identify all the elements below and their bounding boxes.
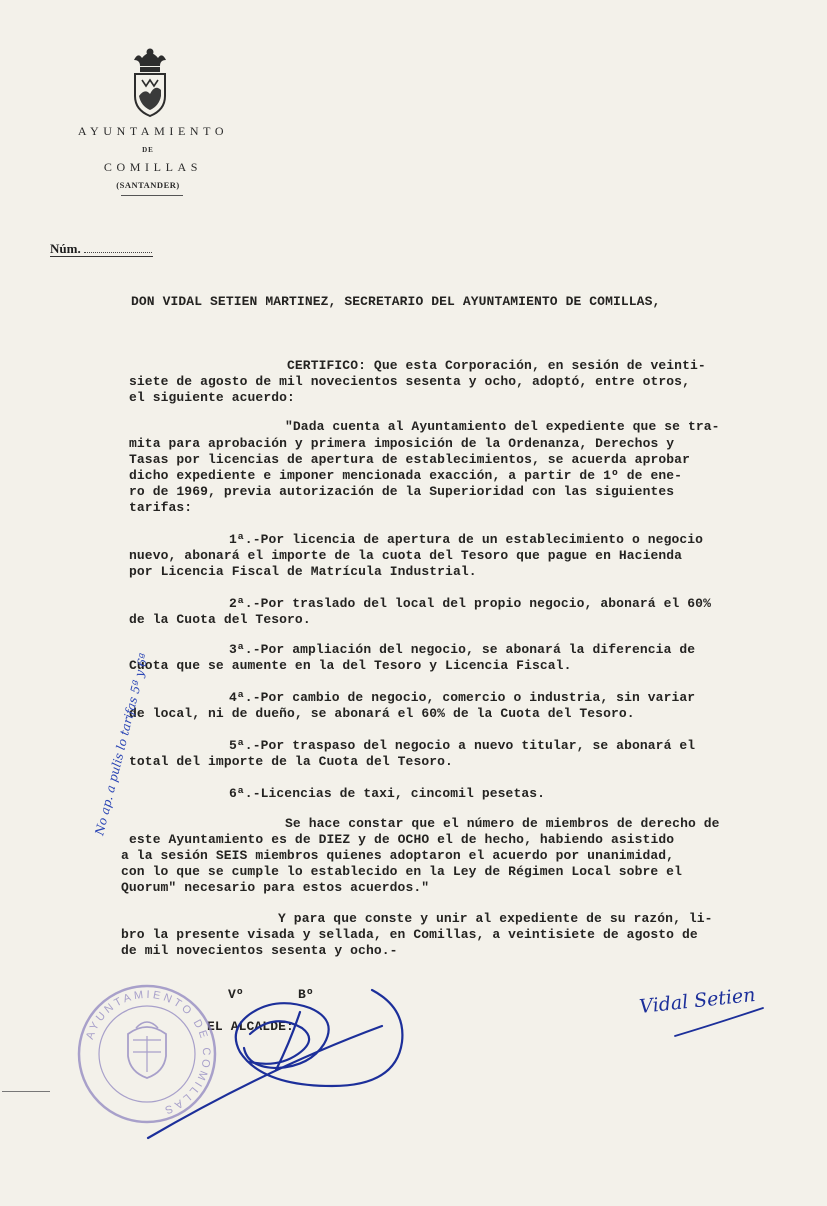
body-line: CERTIFICO: Que esta Corporación, en sesión de veinti- — [287, 358, 706, 373]
margin-note — [92, 651, 151, 837]
vo-bo-vo: Vº — [228, 987, 244, 1002]
alcalde-label: EL ALCALDE: — [207, 1019, 294, 1034]
body-line: ro de 1969, previa autorización de la Superioridad con las siguientes — [129, 484, 675, 499]
tariff-line: 5ª.-Por traspaso del negocio a nuevo titular, se abonará el — [229, 738, 696, 753]
body-line: siete de agosto de mil novecientos sesenta y ocho, adoptó, entre otros, — [129, 374, 690, 389]
tariff-line: Cuota que se aumente en la del Tesoro y Licencia Fiscal. — [129, 658, 572, 673]
tariff-line: 2ª.-Por traslado del local del propio negocio, abonará el 60% — [229, 596, 711, 611]
body-line: Y para que conste y unir al expediente de su razón, li- — [278, 911, 713, 926]
body-line: Quorum" necesario para estos acuerdos." — [121, 880, 430, 895]
tariff-line: total del importe de la Cuota del Tesoro. — [129, 754, 453, 769]
tariff-line: de la Cuota del Tesoro. — [129, 612, 311, 627]
secretary-signature-text: Vidal Setien — [638, 983, 757, 1018]
letterhead-de: DE — [142, 146, 154, 154]
tariff-line: 1ª.-Por licencia de apertura de un establecimiento o negocio — [229, 532, 704, 547]
secretary-signature — [638, 984, 763, 1036]
body-line: bro la presente visada y sellada, en Comillas, a veintisiete de agosto de — [121, 927, 698, 942]
body-line: este Ayuntamiento es de DIEZ y de OCHO el de hecho, habiendo asistido — [129, 832, 675, 847]
body-line: Tasas por licencias de apertura de establecimientos, se acuerda aprobar — [129, 452, 690, 467]
body-line: a la sesión SEIS miembros quienes adoptaron el acuerdo por unanimidad, — [121, 848, 675, 863]
tariff-line: nuevo, abonará el importe de la cuota del Tesoro que pague en Hacienda — [129, 548, 683, 563]
stamp-text: AYUNTAMIENTO DE COMILLAS — [84, 988, 213, 1117]
body-line: el siguiente acuerdo: — [129, 390, 295, 405]
tariff-line: por Licencia Fiscal de Matrícula Industrial. — [129, 564, 477, 579]
letterhead-ayuntamiento: AYUNTAMIENTO — [77, 124, 229, 138]
svg-text:AYUNTAMIENTO DE COMILLAS — [84, 989, 212, 1117]
reference-number-label: Núm. — [50, 241, 81, 256]
heading-line: DON VIDAL SETIEN MARTINEZ, SECRETARIO DEL AYUNTAMIENTO DE COMILLAS, — [131, 294, 661, 309]
body-line: "Dada cuenta al Ayuntamiento del expediente que se tra- — [285, 419, 720, 434]
body-line: tarifas: — [129, 500, 193, 515]
tariff-line: 3ª.-Por ampliación del negocio, se abonará la diferencia de — [229, 642, 696, 657]
body-line: Se hace constar que el número de miembros de derecho de — [285, 816, 720, 831]
tariff-line: 6ª.-Licencias de taxi, cincomil pesetas. — [229, 786, 546, 801]
letterhead-comillas: COMILLAS — [103, 160, 203, 174]
letterhead-province: (SANTANDER) — [116, 180, 180, 190]
body-line: mita para aprobación y primera imposición de la Ordenanza, Derechos y — [129, 436, 675, 451]
vo-bo-bo: Bº — [298, 987, 314, 1002]
tariff-line: de local, ni de dueño, se abonará el 60% de la Cuota del Tesoro. — [129, 706, 635, 721]
body-line: dicho expediente e imponer mencionada exacción, a partir de 1º de ene- — [129, 468, 683, 483]
official-stamp — [79, 986, 215, 1122]
body-line: de mil novecientos sesenta y ocho.- — [121, 943, 398, 958]
margin-note-text: No ap. a pulis lo tarifas 5ª y 6ª — [92, 651, 152, 837]
body-line: con lo que se cumple lo establecido en la Ley de Régimen Local sobre el — [121, 864, 682, 879]
tariff-line: 4ª.-Por cambio de negocio, comercio o industria, sin variar — [229, 690, 696, 705]
